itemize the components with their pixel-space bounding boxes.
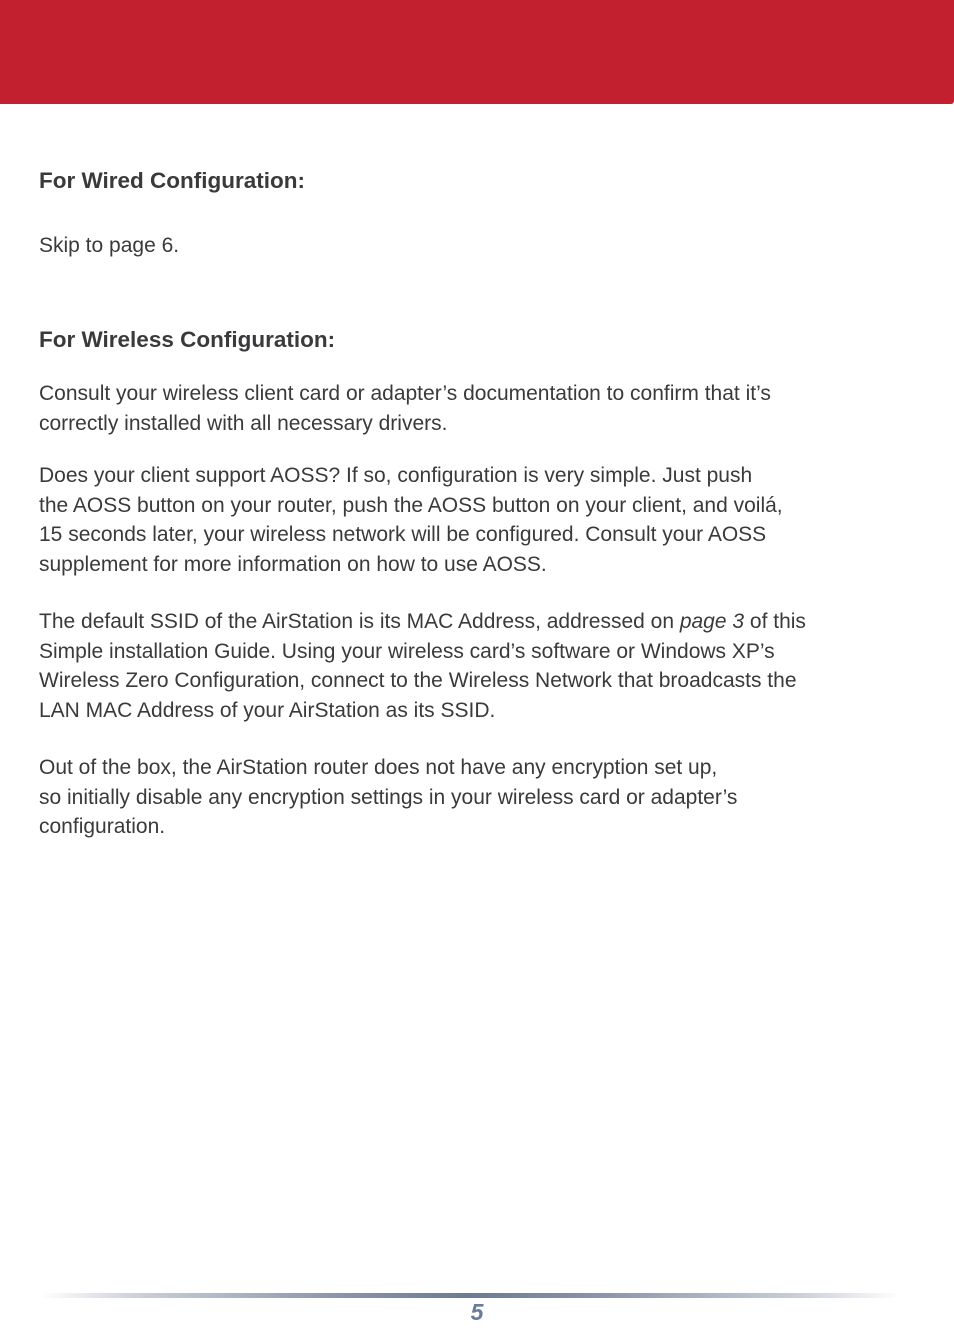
- paragraph-line: configuration.: [39, 815, 166, 838]
- paragraph-line: Consult your wireless client card or adapter’s documentation to confirm that it’s: [39, 382, 771, 405]
- paragraph-line: so initially disable any encryption settings in your wireless card or adapter’s: [39, 785, 738, 809]
- wireless-paragraph-4: [39, 753, 919, 842]
- footer-divider: [40, 1293, 900, 1298]
- paragraph-line: 15 seconds later, your wireless network will be configured. Consult your AOSS: [39, 523, 767, 546]
- paragraph-line: the AOSS button on your router, push the AOSS button on your client, and voilá,: [39, 493, 783, 517]
- header-banner: [0, 0, 954, 104]
- paragraph-line: Out of the box, the AirStation router does not have any encryption set up,: [39, 756, 718, 779]
- wireless-paragraph-1: [39, 379, 919, 438]
- paragraph-line: Does your client support AOSS? If so, configuration is very simple. Just push: [39, 464, 753, 487]
- wireless-paragraph-2: [39, 461, 919, 579]
- ssid-text-end: of this: [744, 610, 806, 633]
- page-number: 5: [470, 1299, 484, 1325]
- paragraph-line: Simple installation Guide. Using your wireless card’s software or Windows XP’s: [39, 639, 775, 663]
- wireless-paragraph-3: [39, 607, 919, 725]
- wired-config-line: Skip to page 6.: [39, 234, 180, 257]
- wired-config-text: [39, 231, 919, 261]
- page-reference: page 3: [679, 610, 745, 633]
- wired-config-heading: For Wired Configuration:: [39, 168, 306, 193]
- paragraph-line: supplement for more information on how to use AOSS.: [39, 552, 547, 576]
- paragraph-line: LAN MAC Address of your AirStation as its SSID.: [39, 698, 496, 722]
- paragraph-line: [39, 607, 919, 637]
- paragraph-line: Wireless Zero Configuration, connect to the Wireless Network that broadcasts the: [39, 669, 797, 692]
- paragraph-line: correctly installed with all necessary drivers.: [39, 411, 448, 435]
- wireless-config-heading: For Wireless Configuration:: [39, 327, 336, 352]
- ssid-text-start: The default SSID of the AirStation is its MAC Address, addressed on: [39, 610, 680, 633]
